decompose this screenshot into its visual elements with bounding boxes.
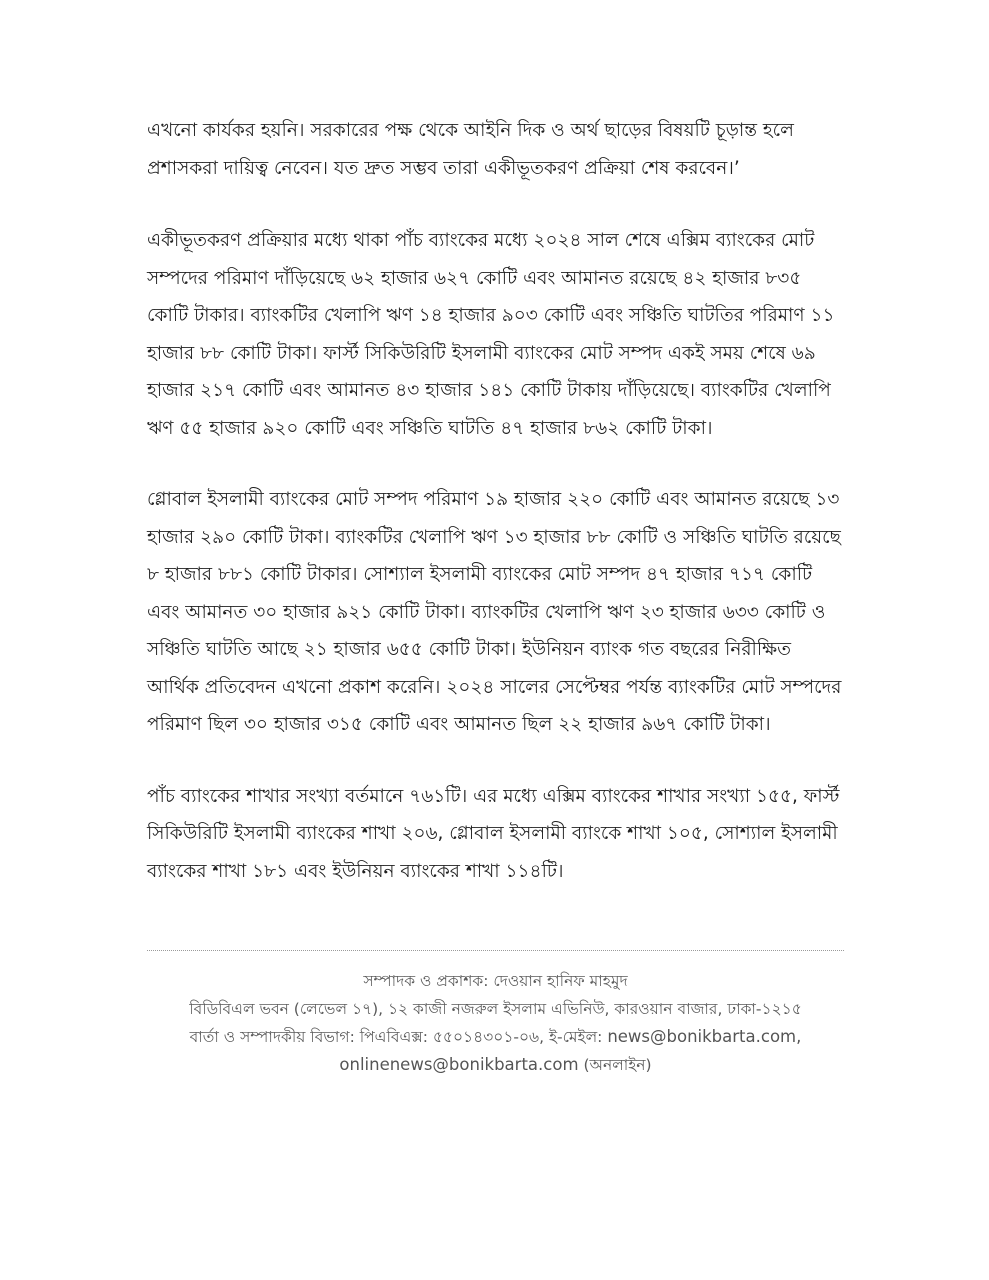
footer-online-label: (অনলাইন) <box>583 1056 652 1074</box>
article-body <box>147 112 847 924</box>
footer-editor: সম্পাদক ও প্রকাশক: দেওয়ান হানিফ মাহমুদ <box>363 972 628 990</box>
footer-online <box>147 1051 844 1079</box>
footer-email-news[interactable]: news@bonikbarta.com, <box>607 1027 802 1046</box>
footer-contact-prefix: বার্তা ও সম্পাদকীয় বিভাগ: পিএবিএক্স: ৫৫০১৪৩০১-০৬, ই-মেইল: <box>189 1028 603 1046</box>
footer-cutoff-line <box>147 1090 844 1099</box>
article-paragraph-2: একীভূতকরণ প্রক্রিয়ার মধ্যে থাকা পাঁচ ব্যাংকের মধ্যে ২০২৪ সাল শেষে এক্সিম ব্যাংকের মোট সম্পদের পরিমাণ দাঁড়িয়েছে ৬২ হাজার ৬২৭ কোটি এবং আমানত রয়েছে ৪২ হাজার ৮৩৫ কোটি টাকার। ব্যাংকটির খেলাপি ঋণ ১৪ হাজার ৯০৩ কোটি এবং সঞ্চিতি ঘাটতির পরিমাণ ১১ হাজার ৮৮ কোটি টাকা। ফার্স্ট সিকিউরিটি ইসলামী ব্যাংকের মোট সম্পদ একই সময় শেষে ৬৯ হাজার ২১৭ কোটি এবং আমানত ৪৩ হাজার ১৪১ কোটি টাকায় দাঁড়িয়েছে। ব্যাংকটির খেলাপি ঋণ ৫৫ হাজার ৯২০ কোটি এবং সঞ্চিতি ঘাটতি ৪৭ হাজার ৮৬২ কোটি টাকা। <box>147 230 835 439</box>
footer <box>147 967 844 1079</box>
article-paragraph-3: গ্লোবাল ইসলামী ব্যাংকের মোট সম্পদ পরিমাণ ১৯ হাজার ২২০ কোটি এবং আমানত রয়েছে ১৩ হাজার ২৯০ কোটি টাকা। ব্যাংকটির খেলাপি ঋণ ১৩ হাজার ৮৮ কোটি ও সঞ্চিতি ঘাটতি রয়েছে ৮ হাজার ৮৮১ কোটি টাকার। সোশ্যাল ইসলামী ব্যাংকের মোট সম্পদ ৪৭ হাজার ৭১৭ কোটি এবং আমানত ৩০ হাজার ৯২১ কোটি টাকা। ব্যাংকটির খেলাপি ঋণ ২৩ হাজার ৬৩৩ কোটি ও সঞ্চিতি ঘাটতি আছে ২১ হাজার ৬৫৫ কোটি টাকা। ইউনিয়ন ব্যাংক গত বছরের নিরীক্ষিত আর্থিক প্রতিবেদন এখনো প্রকাশ করেনি। ২০২৪ সালের সেপ্টেম্বর পর্যন্ত ব্যাংকটির মোট সম্পদের পরিমাণ ছিল ৩০ হাজার ৩১৫ কোটি এবং আমানত ছিল ২২ হাজার ৯৬৭ কোটি টাকা। <box>147 489 842 735</box>
footer-cutoff-text <box>147 1090 844 1099</box>
article-paragraph-4: পাঁচ ব্যাংকের শাখার সংখ্যা বর্তমানে ৭৬১টি। এর মধ্যে এক্সিম ব্যাংকের শাখার সংখ্যা ১৫৫, ফার্স্ট সিকিউরিটি ইসলামী ব্যাংকের শাখা ২০৬, গ্লোবাল ইসলামী ব্যাংকে শাখা ১০৫, সোশ্যাল ইসলামী ব্যাংকের শাখা ১৮১ এবং ইউনিয়ন ব্যাংকের শাখা ১১৪টি। <box>147 785 840 882</box>
footer-contact <box>147 1023 844 1051</box>
article-paragraph-1: এখনো কার্যকর হয়নি। সরকারের পক্ষ থেকে আইনি দিক ও অর্থ ছাড়ের বিষয়টি চূড়ান্ত হলে প্রশাসকরা দায়িত্ব নেবেন। যত দ্রুত সম্ভব তারা একীভূতকরণ প্রক্রিয়া শেষ করবেন।’ <box>147 120 794 179</box>
footer-email-online[interactable]: onlinenews@bonikbarta.com <box>339 1055 579 1074</box>
footer-divider <box>147 950 844 951</box>
footer-address: বিডিবিএল ভবন (লেভেল ১৭), ১২ কাজী নজরুল ইসলাম এভিনিউ, কারওয়ান বাজার, ঢাকা-১২১৫ <box>189 1000 802 1018</box>
